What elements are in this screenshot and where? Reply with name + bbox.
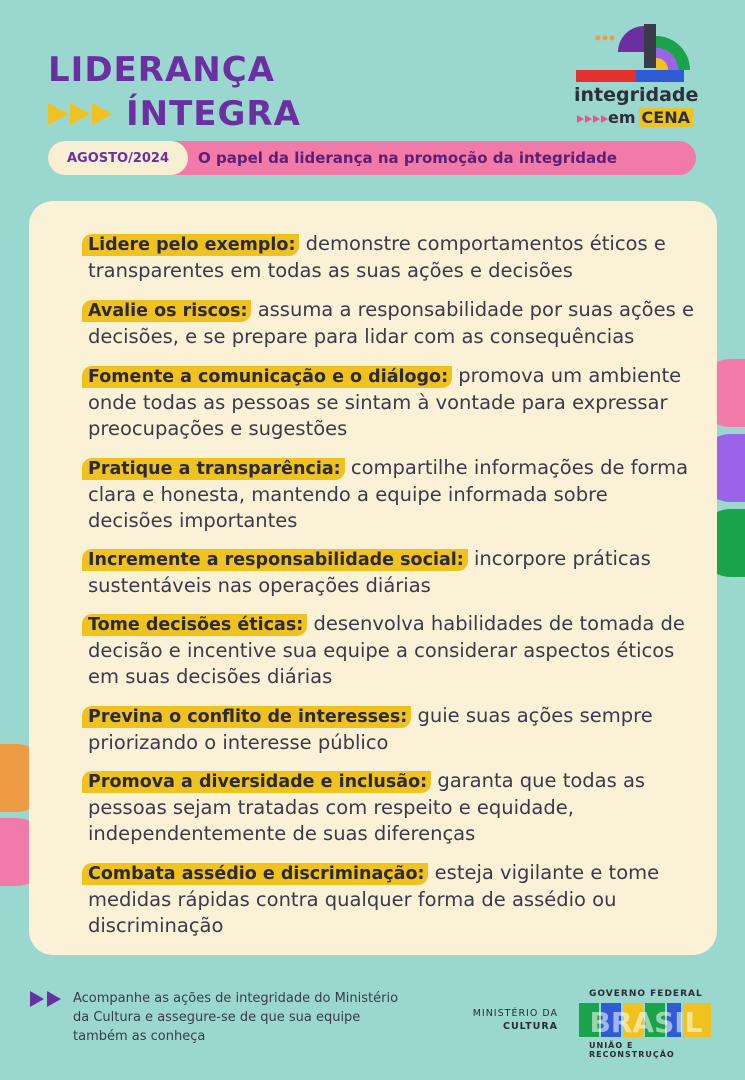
page-title-line2: ÍNTEGRA (126, 94, 301, 134)
item-rest: priorizando o interesse público (88, 731, 389, 754)
item-rest: de decisão e incentive sua equipe a considerar aspectos éticos em suas decisões diárias (88, 612, 685, 688)
item-highlight: Previna o conflito de interesses: (82, 706, 411, 728)
ministerio-line2: CULTURA (502, 1021, 558, 1032)
item-text: incorpore práticas (473, 547, 651, 570)
item-highlight: Lidere pelo exemplo: (82, 234, 299, 256)
list-item (88, 231, 694, 284)
item-rest: medidas rápidas contra qualquer forma de assédio ou discriminação (88, 888, 617, 937)
item-highlight: Avalie os riscos: (82, 300, 251, 322)
item-text: esteja vigilante e tome (434, 861, 660, 884)
item-rest: pessoas sejam tratadas com respeito e equidade, independentemente de suas diferenças (88, 796, 574, 845)
item-highlight: Tome decisões éticas: (82, 614, 307, 636)
item-rest: e decisões, e se prepare para lidar com as consequências (88, 298, 694, 348)
logo-graphic (574, 22, 704, 86)
logo-arrows-icon (577, 115, 608, 123)
gov-bottom-text: UNIÃO E RECONSTRUÇÃO (589, 1041, 675, 1059)
item-highlight: Pratique a transparência: (82, 458, 345, 480)
item-text: assuma a responsabilidade por suas ações (257, 298, 676, 321)
date-badge: AGOSTO/2024 (48, 141, 188, 175)
item-highlight: Promova a diversidade e inclusão: (82, 771, 431, 793)
page-title-line1: LIDERANÇA (48, 50, 275, 90)
governo-federal-logo (575, 989, 715, 1059)
item-highlight: Incremente a responsabilidade social: (82, 549, 468, 571)
integridade-em-cena-logo (574, 22, 704, 132)
ministerio-line1: MINISTÉRIO DA (472, 1008, 558, 1019)
item-highlight: Fomente a comunicação e o diálogo: (82, 366, 452, 388)
list-item (88, 363, 694, 442)
list-item (88, 860, 694, 939)
item-rest: e transparentes em todas as suas ações e decisões (88, 232, 666, 282)
triple-arrow-icon (48, 103, 112, 125)
item-rest: forma clara e honesta, mantendo a equipe informada sobre decisões importantes (88, 456, 689, 532)
logo-text-cena: CENA (639, 108, 693, 127)
item-rest: ambiente onde todas as pessoas se sintam à vontade para expressar preocupações e sugestões (88, 364, 682, 440)
item-text: promova um (458, 364, 583, 387)
list-item (88, 297, 694, 350)
footer-text: Acompanhe as ações de integridade do Ministério da Cultura e assegure-se de que sua equipe também as conheça (73, 991, 399, 1044)
footer-arrows-icon (30, 991, 61, 1007)
logo-text-integridade: integridade (574, 84, 699, 106)
item-text: garanta que todas as (437, 769, 646, 792)
list-item (88, 768, 694, 847)
subtitle: O papel da liderança na promoção da integridade (198, 149, 618, 167)
item-text: guie suas ações sempre (417, 704, 653, 727)
item-text: demonstre comportamentos éticos (305, 232, 648, 255)
item-highlight: Combata assédio e discriminação: (82, 863, 428, 885)
logo-text-em: em (608, 108, 636, 127)
gov-top-text: GOVERNO FEDERAL (589, 989, 703, 999)
brasil-wordmark (577, 1001, 715, 1039)
item-text: compartilhe informações de (350, 456, 625, 479)
logo-text-em-cena (608, 108, 693, 127)
item-text: desenvolva habilidades de tomada (313, 612, 655, 635)
ministerio-da-cultura-logo (463, 1007, 558, 1033)
page-title-line2-row (48, 94, 301, 134)
list-item (88, 611, 694, 690)
list-item (88, 455, 694, 534)
brasil-text: BRASIL (589, 1006, 703, 1039)
list-item (88, 546, 694, 599)
list-item (88, 703, 694, 756)
item-rest: sustentáveis nas operações diárias (88, 574, 431, 597)
